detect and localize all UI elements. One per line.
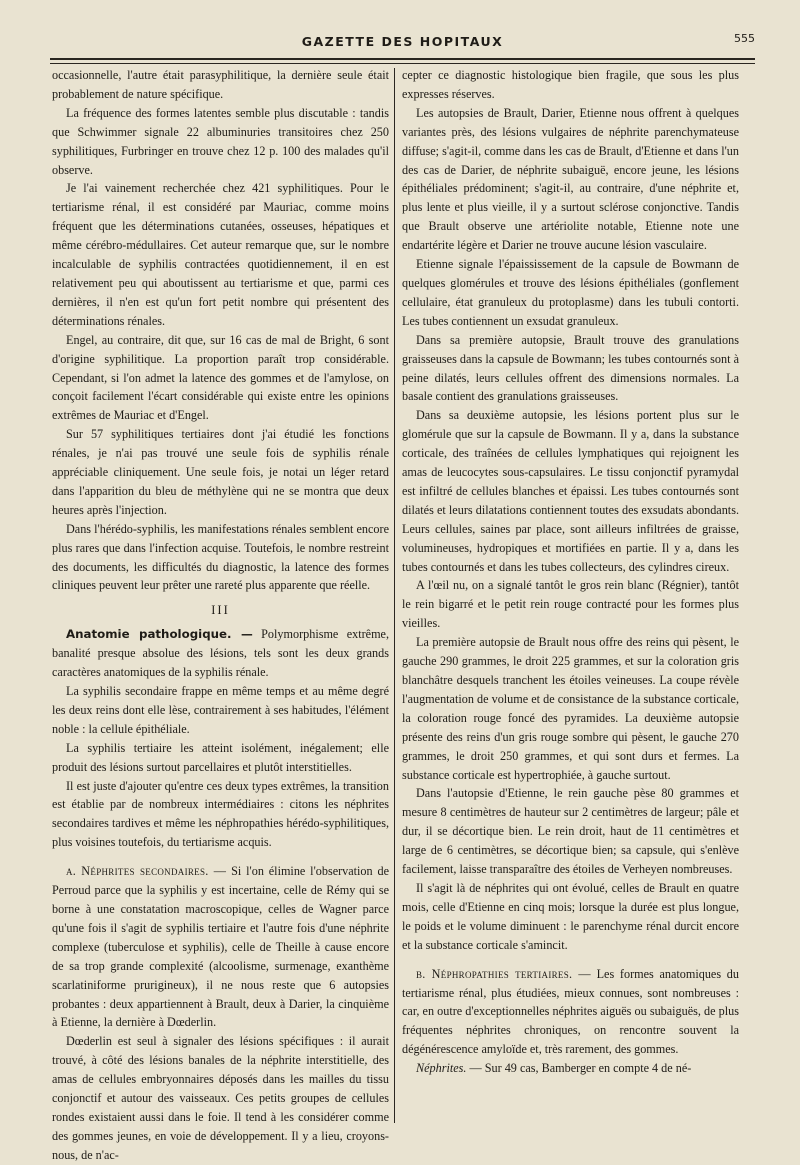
paragraph: La fréquence des formes latentes semble plus discutable : tandis que Schwimmer signale 22 albuminuries transitoires chez 250 syphilitiques, Furbringer en trouve chez 12 p. 100 des malades qu'il observe. [52, 105, 389, 177]
header-rule-thick [50, 58, 755, 60]
paragraph: cepter ce diagnostic histologique bien fragile, que sous les plus expresses réserves. [402, 68, 739, 101]
paragraph [52, 625, 389, 682]
paragraph-text: — Sur 49 cas, Bamberger en compte 4 de né- [466, 1061, 692, 1076]
paragraph: Dans sa première autopsie, Brault trouve des granulations graisseuses dans la capsule de Bowmann; les tubes contournés sont à peine dilatés, leurs cellules offrent des dimensions normales. La basale contient des granulations graisseuses. [402, 332, 739, 404]
subsection-heading: a. Néphrites secondaires. — [66, 864, 227, 879]
paragraph: Je l'ai vainement recherchée chez 421 syphilitiques. Pour le tertiarisme rénal, il est considéré par Mauriac, comme moins fréquent que les déterminations cutanées, osseuses, hépatiques et même cérébro-médullaires. Cet auteur remarque que, sur le nombre incalculable de syphilis contractées quotidiennement, il en est relativement peu qui aboutissent au tertiarisme et que, parmi ces dernières, il n'en est qu'un fort petit nombre qui présentent des déterminations rénales. [52, 181, 389, 328]
paragraph-text: Polymorphisme extrême, banalité presque absolue des lésions, tels sont les deux grands caractères anatomiques de la syphilis rénale. [52, 627, 390, 680]
paragraph: La syphilis secondaire frappe en même temps et au même degré les deux reins dont elle lèse, contrairement à ses habitudes, l'élément noble : la cellule épithéliale. [52, 684, 389, 736]
paragraph: Les autopsies de Brault, Darier, Etienne nous offrent à quelques variantes près, des lésions vulgaires de néphrite parenchymateuse diffuse; s'agit-il, comme dans les cas de Brault, d'Etienne et dans l'un des cas de Darier, de néphrite subaiguë, encore jeune, les lésions épithéliales prédominent; s'agit-il, au contraire, d'une néphrite et, plus lente et plus vieille, il y a surtout sclérose conjonctive. Tandis que Brault observe une artériolite notable, Etienne note une endartérite légère et Darier ne trouve aucune lésion vasculaire. [402, 105, 739, 253]
paragraph [52, 862, 389, 1032]
paragraph: A l'œil nu, on a signalé tantôt le gros rein blanc (Régnier), tantôt le rein bigarré et le petit rein rouge contracté pour les formes plus vieilles. [402, 578, 739, 631]
paragraph: Dans l'hérédo-syphilis, les manifestations rénales semblent encore plus rares que dans l'infection acquise. Toutefois, le nombre restreint des documents, les difficultés du diagnostic, la latence des formes cliniques peuvent leur prêter une rareté plus apparente que réelle. [52, 521, 389, 593]
page-number: 555 [734, 32, 755, 45]
paragraph: Dœderlin est seul à signaler des lésions spécifiques : il aurait trouvé, à côté des lésions banales de la néphrite interstitielle, des amas de cellules embryonnaires déposés dans les mailles du tissu conjonctif et autour des vaisseaux. Ces petits groupes de cellules rondes existaient aussi dans le foie. Il tend à les considérer comme des gommes jeunes, en voie de développement. Il y a lieu, croyons-nous, de n'ac- [52, 1034, 389, 1162]
header-rule-thin [50, 63, 755, 64]
paragraph: Sur 57 syphilitiques tertiaires dont j'ai étudié les fonctions rénales, je n'ai pas trouvé une seule fois de syphilis rénale appréciable cliniquement. Une seule fois, je notai un léger retard dans l'apparition du bleu de méthylène qui ne se montra que deux heures après l'injection. [52, 427, 389, 517]
paragraph: Etienne signale l'épaississement de la capsule de Bowmann de quelques glomérules et trouve des lésions épithéliales (gonflement cellulaire, état granuleux du protoplasme) dans les tubuli contorti. Les tubes contiennent un exsudat granuleux. [402, 257, 739, 328]
column-divider [394, 68, 395, 1123]
paragraph: La première autopsie de Brault nous offre des reins qui pèsent, le gauche 290 grammes, le droit 225 grammes, et sur la coloration gris blanchâtre desquels tranchent les étoiles veineuses. La coupe révèle l'augmentation de volume et de consistance de la substance corticale, la coloration rouge foncé des pyramides. La deuxième autopsie présente des reins d'un gris rouge sombre qui pèsent, le gauche 270 grammes, le droit 250 grammes, et qui sont durs et fermes. La substance corticale est hypertrophiée, à gauche surtout. [402, 635, 739, 782]
paragraph [402, 1059, 739, 1078]
subsection-heading: Néphrites. [416, 1061, 467, 1076]
subsection-heading: b. Néphropathies tertiaires. — [416, 966, 591, 981]
paragraph-text: Les formes anatomiques du tertiarisme rénal, plus étudiées, mieux connues, sont nombreuses : car, en outre d'exceptionnelles néphrites aiguës ou subaiguës, de plus fréquentes néphrites chroniques, on rencontre souvent la dégénérescence amyloïde et, très rarement, des gommes. [402, 966, 739, 1057]
paragraph: Il s'agit là de néphrites qui ont évolué, celles de Brault en quatre mois, celle d'Etienne en cinq mois; lorsque la durée est plus longue, le poids et le volume diminuent : le parenchyme rénal durcit encore et la substance corticale s'amincit. [402, 880, 739, 952]
paragraph: Dans l'autopsie d'Etienne, le rein gauche pèse 80 grammes et mesure 8 centimètres de hauteur sur 2 centimètres de largeur; pâle et dur, il se décortique bien. Le rein droit, haut de 11 centimètres et large de 6 centimètres, se décortique bien; sa capsule, qui s'enlève facilement, laisse transparaître des étoiles de Verheyen nombreuses. [402, 786, 739, 877]
left-column [52, 66, 389, 1165]
paragraph [402, 965, 739, 1060]
paragraph: Engel, au contraire, dit que, sur 16 cas de mal de Bright, 6 sont d'origine syphilitique. La proportion paraît trop considérable. Cependant, si l'on admet la latence des gommes et de l'amylose, on conçoit facilement l'écart considérable qui existe entre les opinions extrêmes de Mauriac et d'Engel. [52, 332, 389, 423]
page-header [50, 30, 755, 60]
paragraph-text: Si l'on élimine l'observation de Perroud parce que la syphilis y est incertaine, celle de Rémy qui se borne à une constatation macroscopique, celles de Wagner parce qu'une fois il s'agit de syphilis tertiaire et l'autre fois d'une néphrite complexe (tuberculose et syphilis), celle de Theille à cause encore de sa trop grande complexité (alcoolisme, surmenage, exanthème scarlatiniforme prurigineux), il ne nous reste que 6 autopsies probantes : deux appartiennent à Brault, deux à Darier, la cinquième à Etienne, la dernière à Dœderlin. [52, 864, 389, 1030]
paragraph: La syphilis tertiaire les atteint isolément, inégalement; elle produit des lésions surtout parcellaires et plutôt interstitielles. [52, 740, 389, 774]
paragraph: Dans sa deuxième autopsie, les lésions portent plus sur le glomérule que sur la capsule de Bowmann. Il y a, dans la substance corticale, des traînées de cellules lymphatiques qui rejoignent les amas de leucocytes sous-capsulaires. Le tissu conjonctif pyramydal est infiltré de cellules blanches et épaissi. Les tubes contournés sont dilatés et leurs dilatations contiennent toutes des exsudats abondants. Leurs cellules, saines par place, sont ailleurs infiltrées de graisse, volumineuses, hydropiques et mortifiées en partie. Il y a, dans les tubes contournés et dans les tubes collecteurs, des cylindres cireux. [402, 408, 739, 574]
right-column [402, 66, 739, 1078]
paragraph: occasionnelle, l'autre était parasyphilitique, la dernière seule était probablement de nature spécifique. [52, 68, 389, 101]
section-heading: Anatomie pathologique. — [66, 627, 253, 642]
running-title: GAZETTE DES HOPITAUX [301, 34, 504, 49]
paragraph: Il est juste d'ajouter qu'entre ces deux types extrêmes, la transition est établie par de nombreux intermédiaires : citons les néphrites secondaires tardives et même les néphropathies hérédo-syphilitiques, plus voisines toutefois, du tertiarisme acquis. [52, 778, 389, 850]
section-number: III [211, 603, 230, 618]
